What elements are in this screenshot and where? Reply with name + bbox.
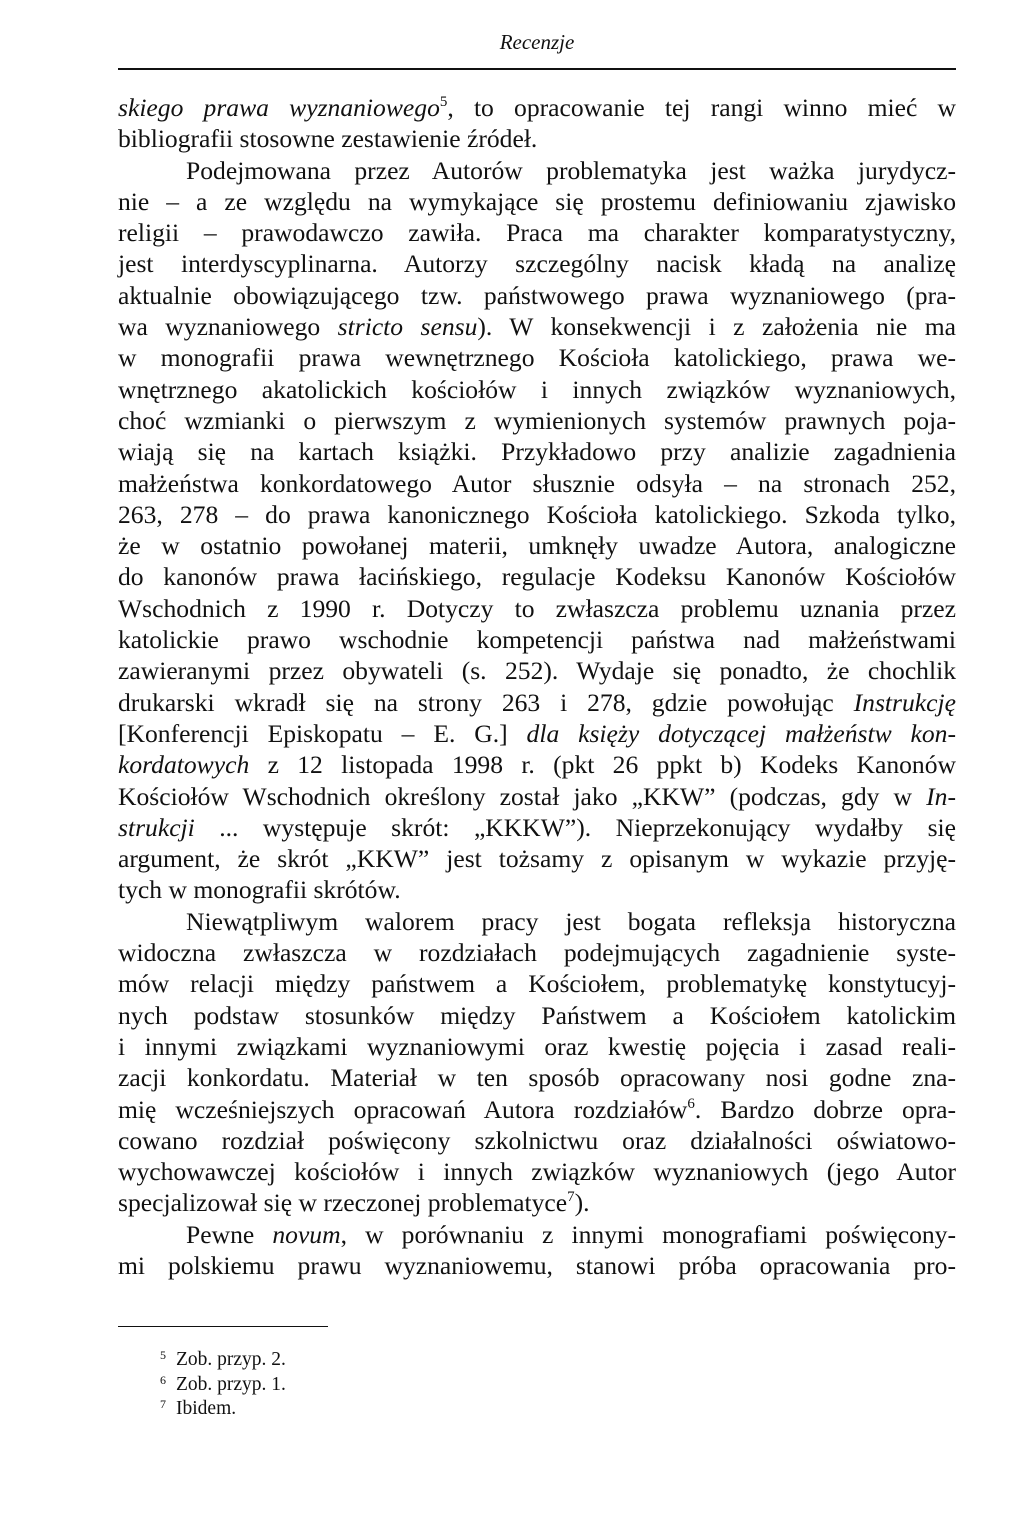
text-segment: mów relacji między państwem a Kościołem, problematykę konstytucyj-: [118, 969, 956, 999]
text-segment: zawieranymi przez obywateli (s. 252). Wydaje się ponadto, że chochlik: [118, 656, 956, 686]
body-text: [118, 92, 956, 1281]
italic-text: strukcji: [118, 812, 195, 842]
text-line: [118, 1156, 956, 1187]
text-line: [118, 499, 956, 530]
text-line: [118, 561, 956, 592]
text-line: [118, 812, 956, 843]
italic-text: In-: [926, 781, 956, 811]
text-segment: Kościołów Wschodnich określony został jako „KKW” (podczas, gdy w: [118, 781, 927, 811]
text-line: [118, 968, 956, 999]
text-line: [118, 781, 956, 812]
text-line: [118, 1000, 956, 1031]
text-line: [118, 1062, 956, 1093]
text-line: [118, 843, 956, 874]
text-segment: , to opracowanie tej rangi winno mieć w: [447, 93, 956, 122]
text-segment: że w ostatnio powołanej materii, umknęły uwadze Autora, analogiczne: [118, 531, 956, 561]
text-line: [118, 906, 956, 937]
text-segment: ). W konsekwencji i z założenia nie ma: [477, 312, 957, 342]
text-segment: widoczna zwłaszcza w rozdziałach podejmujących zagadnienie syste-: [118, 938, 956, 968]
italic-text: dla księży dotyczącej małżeństw kon-: [526, 718, 956, 748]
footnote-reference: 6: [687, 1095, 695, 1112]
text-line: [118, 92, 956, 123]
text-line: [118, 687, 956, 718]
text-line: [118, 749, 956, 780]
text-line: [118, 1219, 956, 1250]
text-line: [118, 468, 956, 499]
footnote-reference: 7: [567, 1189, 575, 1206]
text-segment: nych podstaw stosunków między Państwem a Kościołem katolickim: [118, 1000, 956, 1030]
text-segment: Wschodnich z 1990 r. Dotyczy to zwłaszcza problemu uznania przez: [118, 593, 956, 623]
text-segment: jest interdyscyplinarna. Autorzy szczególny nacisk kładą na analizę: [118, 249, 956, 279]
text-segment: argument, że skrót „KKW” jest tożsamy z opisanym w wykazie przyję-: [118, 844, 956, 874]
text-line: [118, 624, 956, 655]
text-line: [118, 374, 956, 405]
text-line: [118, 123, 956, 154]
text-segment: małżeństwa konkordatowego Autor słusznie odsyła – na stronach 252,: [118, 468, 956, 498]
text-segment: do kanonów prawa łacińskiego, regulacje Kodeksu Kanonów Kościołów: [118, 562, 956, 592]
footnote: 5 Zob. przyp. 2.: [160, 1348, 286, 1370]
text-line: [118, 718, 956, 749]
text-line: [118, 186, 956, 217]
text-segment: wa wyznaniowego: [118, 312, 338, 342]
text-segment: religii – prawodawczo zawiła. Praca ma charakter komparatystyczny,: [118, 218, 956, 248]
italic-text: skiego prawa wyznaniowego: [118, 93, 440, 122]
footnotes: [160, 1348, 760, 1422]
text-line: [118, 280, 956, 311]
header-rule: [118, 68, 956, 70]
italic-text: stricto sensu: [337, 312, 478, 342]
text-line: [118, 155, 956, 186]
text-segment: , w porównaniu z innymi monografiami poświęcony-: [340, 1219, 956, 1249]
text-segment: ).: [574, 1188, 590, 1218]
text-line: [118, 1250, 956, 1281]
text-line: [118, 1031, 956, 1062]
footnote: 6 Zob. przyp. 1.: [160, 1372, 286, 1395]
text-segment: i innymi związkami wyznaniowymi oraz kwestię pojęcia i zasad reali-: [118, 1031, 956, 1061]
text-segment: bibliografii stosowne zestawienie źródeł.: [118, 124, 538, 154]
text-line: [118, 436, 956, 467]
footnote: 7 Ibidem.: [160, 1397, 237, 1419]
running-header: Recenzje: [499, 30, 575, 54]
text-segment: tych w monografii skrótów.: [118, 875, 401, 905]
text-segment: ... występuje skrót: „KKKW”). Nieprzekonujący wydałby się: [194, 812, 956, 842]
text-segment: [Konferencji Episkopatu – E. G.]: [118, 718, 527, 748]
text-segment: choć wzmianki o pierwszym z wymienionych systemów prawnych poja-: [118, 405, 956, 435]
text-segment: Pewne: [186, 1219, 273, 1249]
text-line: [118, 311, 956, 342]
text-line: [118, 593, 956, 624]
text-line: [118, 1094, 956, 1125]
text-line: [118, 342, 956, 373]
text-segment: specjalizował się w rzeczonej problematyce: [118, 1188, 568, 1218]
footnote-text: Ibidem.: [176, 1398, 237, 1419]
text-segment: wychowawczej kościołów i innych związków wyznaniowych (jego Autor: [118, 1157, 956, 1187]
text-line: [118, 874, 956, 905]
text-segment: aktualnie obowiązującego tzw. państwowego prawa wyznaniowego (pra-: [118, 280, 956, 310]
text-segment: mię wcześniejszych opracowań Autora rozdziałów: [118, 1094, 688, 1124]
italic-text: kordatowych: [118, 750, 250, 780]
text-line: [118, 1187, 956, 1218]
text-line: [118, 405, 956, 436]
italic-text: novum: [272, 1219, 341, 1249]
italic-text: Instrukcję: [853, 687, 956, 717]
text-segment: wiają się na kartach książki. Przykładowo przy analizie zagadnienia: [118, 437, 956, 467]
text-segment: zacji konkordatu. Materiał w ten sposób opracowany nosi godne zna-: [118, 1063, 956, 1093]
text-line: [118, 937, 956, 968]
text-segment: Niewątpliwym walorem pracy jest bogata refleksja historyczna: [186, 906, 956, 936]
footnote-text: Zob. przyp. 2.: [176, 1349, 286, 1370]
text-line: [118, 530, 956, 561]
footnote-rule: [118, 1326, 328, 1327]
footnote-reference: 5: [439, 94, 448, 110]
text-segment: 263, 278 – do prawa kanonicznego Kościoła katolickiego. Szkoda tylko,: [118, 499, 956, 529]
text-segment: drukarski wkradł się na strony 263 i 278, gdzie powołując: [118, 687, 854, 717]
text-segment: mi polskiemu prawu wyznaniowemu, stanowi próba opracowania pro-: [118, 1250, 956, 1280]
text-line: [118, 217, 956, 248]
text-line: [118, 655, 956, 686]
text-segment: katolickie prawo wschodnie kompetencji państwa nad małżeństwami: [118, 625, 956, 655]
text-segment: . Bardzo dobrze opra-: [694, 1094, 956, 1124]
text-segment: Podejmowana przez Autorów problematyka jest ważka jurydycz-: [186, 155, 956, 185]
text-segment: w monografii prawa wewnętrznego Kościoła katolickiego, prawa we-: [118, 343, 956, 373]
text-line: [118, 1125, 956, 1156]
text-segment: cowano rozdział poświęcony szkolnictwu oraz działalności oświatowo-: [118, 1125, 956, 1155]
text-line: [118, 248, 956, 279]
text-segment: wnętrznego akatolickich kościołów i innych związków wyznaniowych,: [118, 374, 956, 404]
text-segment: z 12 listopada 1998 r. (pkt 26 ppkt b) Kodeks Kanonów: [249, 750, 956, 780]
footnote-text: Zob. przyp. 1.: [176, 1373, 286, 1395]
text-segment: nie – a ze względu na wymykające się prostemu definiowaniu zjawisko: [118, 186, 956, 216]
